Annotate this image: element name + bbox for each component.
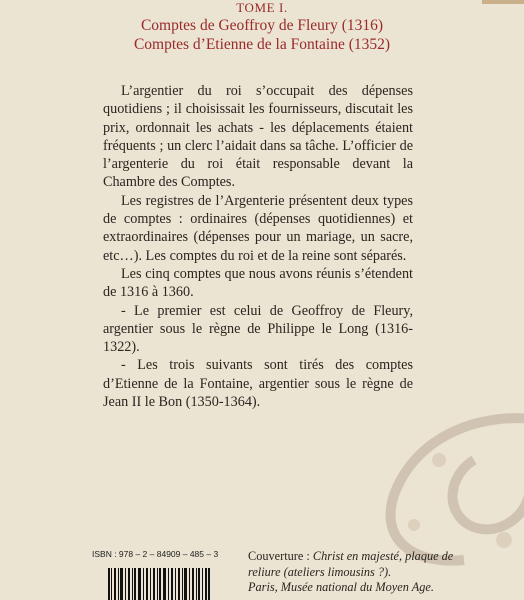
- cover-credit: [248, 549, 478, 596]
- header: [0, 0, 524, 54]
- tome-label: TOME I.: [236, 0, 288, 15]
- cover-artwork-title: Christ en majesté, plaque de reliure (ateliers limousins ?).: [248, 549, 454, 579]
- paragraph: - Les trois suivants sont tirés des comptes d’Etienne de la Fontaine, argentier sous le règne de Jean II le Bon (1350-1364).: [103, 357, 413, 411]
- cover-label: Couverture :: [248, 549, 310, 563]
- isbn-number: ISBN : 978 – 2 – 84909 – 485 – 3: [92, 549, 219, 559]
- illuminated-letter-decoration: [354, 400, 524, 570]
- description-text: [103, 82, 413, 411]
- paragraph: Les cinq comptes que nous avons réunis s’étendent de 1316 à 1360.: [103, 265, 413, 301]
- paragraph: - Le premier est celui de Geoffroy de Fleury, argentier sous le règne de Philippe le Long (1316-1322).: [103, 302, 413, 356]
- paragraph: Les registres de l’Argenterie présentent deux types de comptes : ordinaires (dépenses quotidiennes) et extraordinaires (dépenses pour un mariage, un sacre, etc…). Les comptes du roi et de la reine sont séparés.: [103, 192, 413, 264]
- subtitle-line-1: Comptes de Geoffroy de Fleury (1316): [140, 17, 384, 34]
- barcode: [108, 568, 210, 600]
- subtitle-line-2: Comptes d’Etienne de la Fontaine (1352): [133, 36, 391, 53]
- cover-artwork-location: Paris, Musée national du Moyen Age.: [248, 580, 434, 594]
- paragraph: L’argentier du roi s’occupait des dépenses quotidiens ; il choisissait les fournisseurs, discutait les prix, ordonnait les achats - les déplacements étaient fréquents ; un clerc l’aidait dans sa tâche. L’officier de l’argenterie du roi était responsable devant la Chambre des Comptes.: [103, 83, 413, 191]
